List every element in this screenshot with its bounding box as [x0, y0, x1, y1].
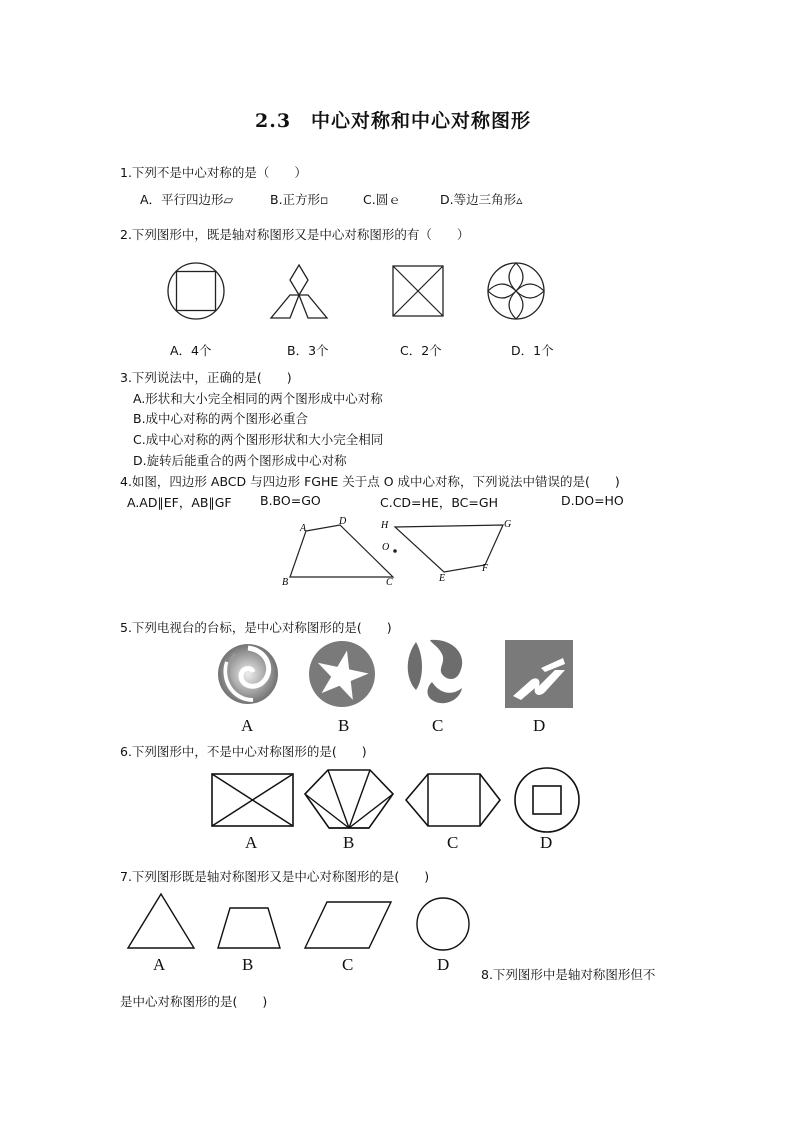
- question-3-stem: 3.下列说法中，正确的是( ): [120, 370, 292, 385]
- q4-point-g: G: [504, 519, 512, 530]
- q7-figure-b-trapezoid: [216, 906, 282, 950]
- question-3-option-a: A.形状和大小完全相同的两个图形成中心对称: [133, 391, 383, 406]
- question-2-option-d: D．1个: [511, 343, 554, 358]
- q5-logo-a-swirl: [215, 640, 281, 708]
- q5-logo-c-shapes: [402, 638, 472, 708]
- question-3-option-b: B.成中心对称的两个图形必重合: [133, 411, 309, 426]
- q6-figure-c-hexagon: [404, 772, 502, 828]
- q2-figure-square-diagonals: [392, 265, 444, 317]
- question-1-option-d: D.等边三角形▵: [440, 192, 523, 207]
- q4-quadrilateral-figure: [278, 515, 518, 590]
- q7-figure-d-circle: [415, 896, 471, 952]
- q5-logo-b-star: [308, 640, 376, 708]
- q6-label-c: C: [447, 833, 459, 852]
- q5-logo-d-square: [505, 640, 573, 708]
- question-2-option-c: C．2个: [400, 343, 442, 358]
- q2-figure-circle-petals: [486, 261, 546, 321]
- question-1-option-c: C.圆ｅ: [363, 192, 401, 207]
- page-title: 2.3 中心对称和中心对称图形: [255, 110, 532, 132]
- q5-label-a: A: [241, 716, 254, 735]
- question-4-option-b: B.BO=GO: [260, 493, 321, 508]
- q7-label-b: B: [242, 955, 254, 974]
- q6-label-b: B: [343, 833, 355, 852]
- question-2-option-b: B．3个: [287, 343, 329, 358]
- q5-label-d: D: [533, 716, 546, 735]
- q7-figure-a-triangle: [126, 892, 196, 952]
- q4-point-b: B: [282, 577, 289, 588]
- q4-point-a: A: [300, 523, 307, 534]
- question-4-stem: 4.如图，四边形 ABCD 与四边形 FGHE 关于点 O 成中心对称，下列说法中错误的是( ): [120, 474, 620, 489]
- q4-point-c: C: [386, 577, 393, 588]
- q4-point-h: H: [381, 520, 389, 531]
- q6-figure-b-pentagon-fan: [303, 768, 395, 830]
- q2-figure-three-diamonds: [268, 264, 330, 322]
- question-3-option-d: D.旋转后能重合的两个图形成中心对称: [133, 453, 347, 468]
- q4-point-d: D: [339, 516, 347, 527]
- q7-label-a: A: [153, 955, 166, 974]
- q5-label-c: C: [432, 716, 444, 735]
- question-2-option-a: A．4个: [170, 343, 212, 358]
- q5-label-b: B: [338, 716, 350, 735]
- q7-label-c: C: [342, 955, 354, 974]
- question-8-stem-part2: 是中心对称图形的是( ): [120, 994, 268, 1009]
- question-1-option-b: B.正方形▫: [270, 192, 329, 207]
- q6-figure-d-circle-square: [513, 766, 581, 834]
- question-8-stem-part1: 8.下列图形中是轴对称图形但不: [481, 967, 656, 982]
- q4-point-f: F: [482, 563, 489, 574]
- question-4-option-a: A.AD∥EF，AB∥GF: [127, 495, 232, 510]
- q6-label-a: A: [245, 833, 258, 852]
- q6-figure-a-rect-diagonals: [210, 772, 295, 828]
- q7-label-d: D: [437, 955, 450, 974]
- question-5-stem: 5.下列电视台的台标，是中心对称图形的是( ): [120, 620, 392, 635]
- question-1-option-a: A．平行四边形▱: [140, 192, 234, 207]
- q4-point-e: E: [439, 573, 446, 584]
- question-6-stem: 6.下列图形中，不是中心对称图形的是( ): [120, 744, 367, 759]
- question-1-stem: 1.下列不是中心对称的是（ ）: [120, 165, 307, 180]
- q7-figure-c-parallelogram: [303, 900, 393, 950]
- q2-figure-circle-square: [166, 261, 226, 321]
- question-3-option-c: C.成中心对称的两个图形形状和大小完全相同: [133, 432, 384, 447]
- q6-label-d: D: [540, 833, 553, 852]
- q4-point-o: O: [382, 542, 390, 553]
- question-7-stem: 7.下列图形既是轴对称图形又是中心对称图形的是( ): [120, 869, 430, 884]
- question-4-option-d: D.DO=HO: [561, 493, 624, 508]
- question-2-stem: 2.下列图形中，既是轴对称图形又是中心对称图形的有（ ）: [120, 227, 470, 242]
- question-4-option-c: C.CD=HE，BC=GH: [380, 495, 498, 510]
